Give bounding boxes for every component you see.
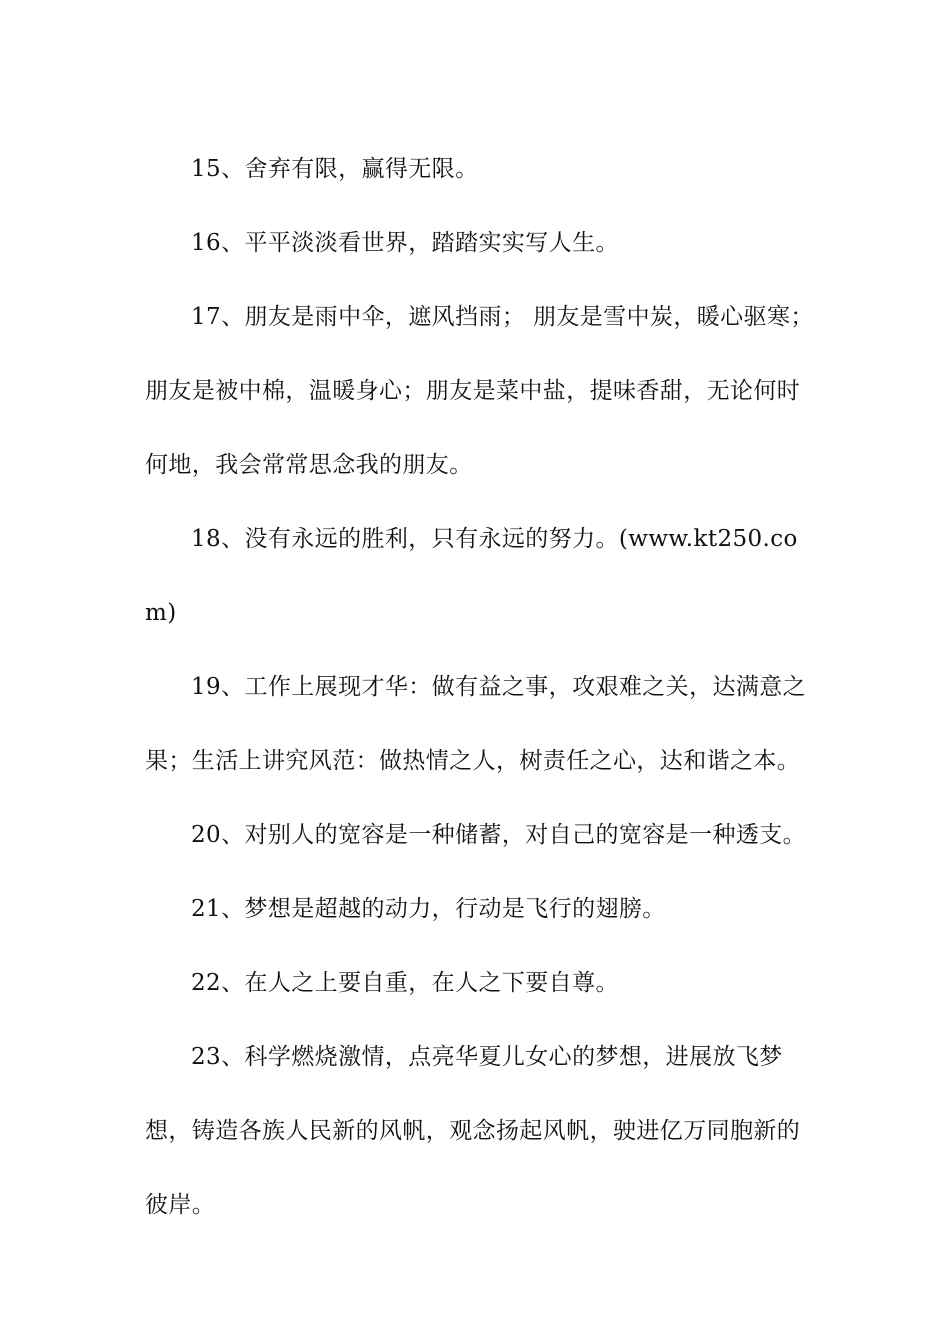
document-body [145,132,815,1242]
paragraph-20: 20、对别人的宽容是一种储蓄，对自己的宽容是一种透支。 [191,822,807,848]
paragraph-18: 18、没有永远的胜利，只有永远的努力。(www.kt250.com) [145,526,798,626]
paragraph-17: 17、朋友是雨中伞，遮风挡雨； 朋友是雪中炭，暖心驱寒；朋友是被中棉，温暖身心；朋友是菜中盐，提味香甜，无论何时何地，我会常常思念我的朋友。 [145,304,814,478]
paragraph-16: 16、平平淡淡看世界，踏踏实实写人生。 [191,230,619,256]
paragraph-23: 23、科学燃烧激情，点亮华夏儿女心的梦想，进展放飞梦想，铸造各族人民新的风帆，观念扬起风帆，驶进亿万同胞新的彼岸。 [145,1044,801,1218]
paragraph-21: 21、梦想是超越的动力，行动是飞行的翅膀。 [191,896,666,922]
paragraph-22: 22、在人之上要自重，在人之下要自尊。 [191,970,619,996]
paragraph-19: 19、工作上展现才华：做有益之事，攻艰难之关，达满意之果；生活上讲究风范：做热情之人，树责任之心，达和谐之本。 [145,674,807,774]
paragraph-15: 15、舍弃有限，赢得无限。 [191,156,479,182]
